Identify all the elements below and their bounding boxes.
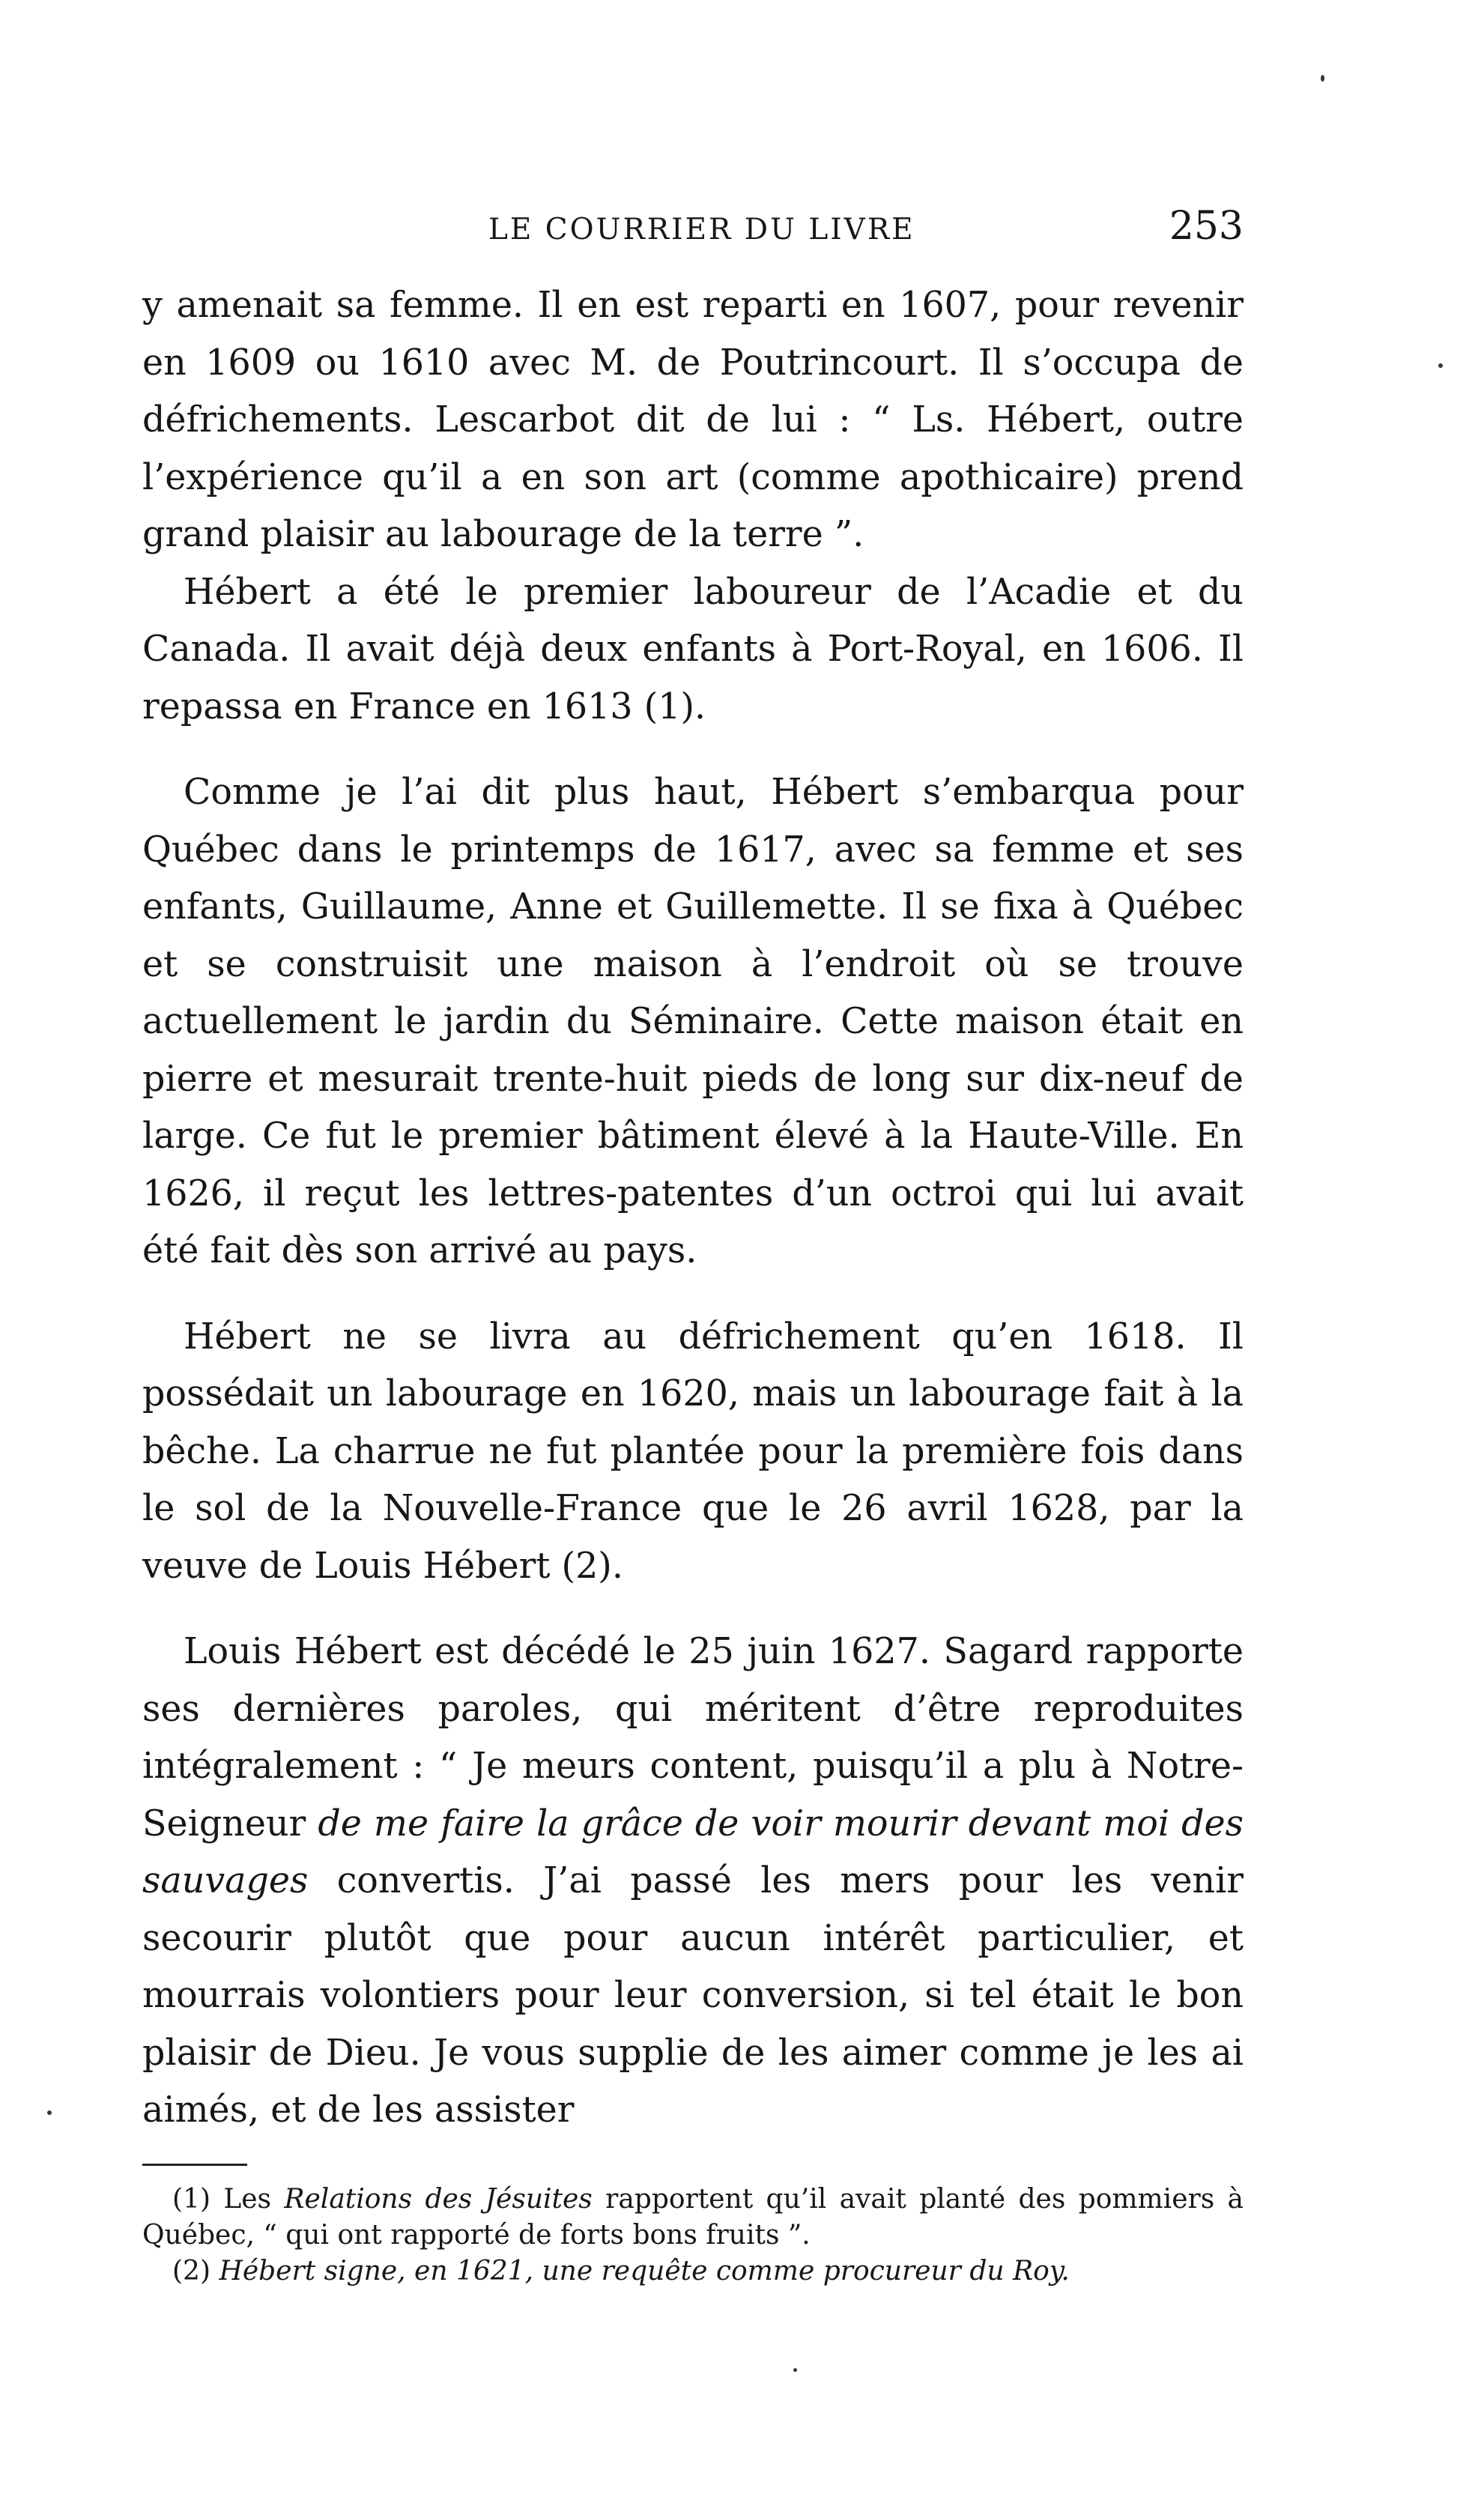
footnote-2-text: Hébert signe, en 1621, une requête comme procureur du Roy. <box>219 2256 1070 2286</box>
footnote-1-label: (1) Les <box>172 2184 285 2215</box>
running-title: LE COURRIER DU LIVRE <box>488 213 915 246</box>
footnote-divider <box>142 2164 247 2166</box>
paragraph-defrichement: Hébert ne se livra au défrichement qu’en 1618. Il possédait un labourage en 1620, mais un labourage fait à la bêche. La charrue ne fut plantée pour la première fois dans le sol de la Nouvelle-France que le 26 avril 1628, par la veuve de Louis Hébert (2). <box>142 1316 1244 1587</box>
deces-text-italic: de me faire la grâce de voir mourir devant moi des sauvages <box>142 1803 1244 1901</box>
page-header <box>142 204 1244 256</box>
scan-speck <box>47 2110 52 2115</box>
body-text <box>142 277 1244 2140</box>
footnote-1-text: rapportent qu’il avait planté des pommiers à Québec, “ qui ont rapporté de forts bons fruits ”. <box>142 2184 1244 2251</box>
paragraph-continued: y amenait sa femme. Il en est reparti en 1607, pour revenir en 1609 ou 1610 avec M. de Poutrincourt. Il s’occupa de défrichements. Lescarbot dit de lui : “ Ls. Hébert, outre l’expérience qu’il a en son art (comme apothicaire) prend grand plaisir au labourage de la terre ”. <box>142 285 1244 555</box>
footnote-1-title: Relations des Jésuites <box>284 2184 593 2215</box>
deces-text-part-1: Louis Hébert est décédé le 25 juin 1627. Sagard rapporte ses dernières paroles, qui méritent d’être reproduites intégralement : “ Je meurs content, puisqu’il a plu à Notre-Seigneur <box>142 1631 1244 1844</box>
scan-speck <box>1321 75 1324 82</box>
paragraph-deces <box>142 1623 1244 2140</box>
scan-speck <box>793 2368 797 2372</box>
page-number: 253 <box>1169 204 1244 249</box>
footnote-1 <box>142 2182 1244 2254</box>
footnotes <box>142 2182 1244 2289</box>
paragraph-quebec: Comme je l’ai dit plus haut, Hébert s’embarqua pour Québec dans le printemps de 1617, avec sa femme et ses enfants, Guillaume, Anne et Guillemette. Il se fixa à Québec et se construisit une maison à l’endroit où se trouve actuellement le jardin du Séminaire. Cette maison était en pierre et mesurait trente-huit pieds de long sur dix-neuf de large. Ce fut le premier bâtiment élevé à la Haute-Ville. En 1626, il reçut les lettres-patentes d’un octroi qui lui avait été fait dès son arrivé au pays. <box>142 772 1244 1271</box>
deces-text-part-2: convertis. J’ai passé les mers pour les venir secourir plutôt que pour aucun intérêt particulier, et mourrais volontiers pour leur conversion, si tel était le bon plaisir de Dieu. Je vous supplie de les aimer comme je les ai aimés, et de les assister <box>142 1860 1244 2131</box>
footnote-2-label: (2) <box>172 2256 219 2286</box>
scan-speck <box>1438 363 1443 368</box>
footnote-2 <box>142 2254 1244 2289</box>
paragraph-acadie: Hébert a été le premier laboureur de l’Acadie et du Canada. Il avait déjà deux enfants à Port-Royal, en 1606. Il repassa en France en 1613 (1). <box>142 571 1244 727</box>
